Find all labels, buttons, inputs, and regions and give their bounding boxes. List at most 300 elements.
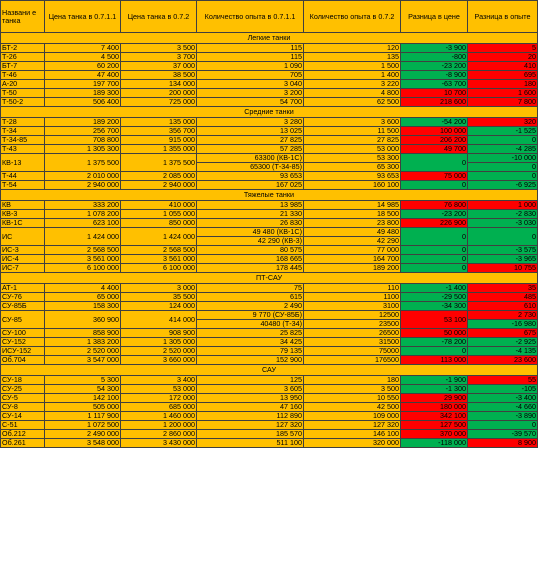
price-new-cell: 2 085 000 [121,172,197,181]
price-diff-cell: 342 100 [401,412,468,421]
exp-old-cell: 3 605 [197,385,304,394]
table-row [1,347,538,356]
price-old-cell: 1 078 200 [45,210,121,219]
exp-diff-cell: 0 [468,163,538,172]
exp-new-cell: 176500 [304,356,401,365]
header-cell: Разница в опыте [468,1,538,33]
exp-diff-cell: 5 [468,44,538,53]
exp-diff-cell: -16 980 [468,320,538,329]
tank-name-cell: СУ-85Б [1,302,45,311]
price-diff-cell: 113 000 [401,356,468,365]
section-title: Средние танки [1,107,538,118]
table-row [1,329,538,338]
exp-diff-cell: 20 [468,53,538,62]
price-diff-cell: -118 000 [401,439,468,448]
price-diff-cell: 0 [401,181,468,190]
table-row [1,71,538,80]
tank-name-cell: СУ-14 [1,412,45,421]
price-diff-cell: 206 200 [401,136,468,145]
table-row [1,44,538,53]
price-new-cell: 38 500 [121,71,197,80]
tank-name-cell: ИСУ-152 [1,347,45,356]
exp-diff-cell: 610 [468,302,538,311]
exp-old-cell: 511 100 [197,439,304,448]
tank-name-cell: КВ-1С [1,219,45,228]
tank-name-cell: СУ-18 [1,376,45,385]
exp-new-cell: 1100 [304,293,401,302]
section-header-row [1,273,538,284]
price-new-cell: 2 940 000 [121,181,197,190]
exp-new-cell: 109 000 [304,412,401,421]
price-old-cell: 506 400 [45,98,121,107]
table-row [1,293,538,302]
tank-name-cell: Т-26 [1,53,45,62]
price-old-cell: 7 400 [45,44,121,53]
exp-diff-cell: 8 900 [468,439,538,448]
price-old-cell: 3 547 000 [45,356,121,365]
tank-name-cell: СУ-76 [1,293,45,302]
section-title: Легкие танки [1,33,538,44]
price-old-cell: 142 100 [45,394,121,403]
price-diff-cell: 180 000 [401,403,468,412]
exp-diff-cell: -105 [468,385,538,394]
tank-name-cell: СУ-25 [1,385,45,394]
price-old-cell: 1 375 500 [45,154,121,172]
exp-old-cell: 49 480 (КВ-1С) [197,228,304,237]
section-header-row [1,190,538,201]
header-cell: Названи е танка [1,1,45,33]
price-diff-cell: -29 500 [401,293,468,302]
tank-name-cell: ИС-7 [1,264,45,273]
header-cell: Цена танка в 0.7.1.1 [45,1,121,33]
price-new-cell: 410 000 [121,201,197,210]
price-old-cell: 2 568 500 [45,246,121,255]
price-old-cell: 2 490 000 [45,430,121,439]
price-diff-cell: -34 300 [401,302,468,311]
table-row [1,430,538,439]
exp-diff-cell: -4 135 [468,347,538,356]
price-new-cell: 2 520 000 [121,347,197,356]
price-new-cell: 53 000 [121,385,197,394]
tank-name-cell: Т-44 [1,172,45,181]
exp-old-cell: 9 770 (СУ-85Б) [197,311,304,320]
section-header-row [1,107,538,118]
price-new-cell: 172 000 [121,394,197,403]
price-diff-cell: -63 700 [401,80,468,89]
table-row [1,338,538,347]
price-old-cell: 189 300 [45,89,121,98]
price-old-cell: 60 200 [45,62,121,71]
price-new-cell: 1 424 000 [121,228,197,246]
tank-name-cell: ИС [1,228,45,246]
exp-old-cell: 40480 (Т-34) [197,320,304,329]
price-diff-cell: 127 500 [401,421,468,430]
table-row [1,181,538,190]
price-diff-cell: -1 400 [401,284,468,293]
exp-diff-cell: -3 400 [468,394,538,403]
exp-old-cell: 93 653 [197,172,304,181]
exp-new-cell: 160 100 [304,181,401,190]
table-row [1,127,538,136]
header-cell: Количество опыта в 0.7.1.1 [197,1,304,33]
exp-old-cell: 75 [197,284,304,293]
table-row [1,302,538,311]
exp-diff-cell: 320 [468,118,538,127]
exp-old-cell: 54 700 [197,98,304,107]
section-header-row [1,365,538,376]
price-diff-cell: 53 100 [401,311,468,329]
exp-old-cell: 47 160 [197,403,304,412]
exp-old-cell: 1 090 [197,62,304,71]
section-title: Тяжелые танки [1,190,538,201]
exp-new-cell: 42 500 [304,403,401,412]
price-old-cell: 197 700 [45,80,121,89]
exp-new-cell: 10 550 [304,394,401,403]
tank-name-cell: БТ-7 [1,62,45,71]
price-new-cell: 1 355 000 [121,145,197,154]
exp-new-cell: 53 000 [304,145,401,154]
price-new-cell: 3 000 [121,284,197,293]
exp-diff-cell: -3 575 [468,246,538,255]
price-new-cell: 200 000 [121,89,197,98]
section-header-row [1,33,538,44]
price-old-cell: 858 900 [45,329,121,338]
table-row [1,394,538,403]
table-row [1,118,538,127]
price-new-cell: 124 000 [121,302,197,311]
price-new-cell: 6 100 000 [121,264,197,273]
exp-old-cell: 80 575 [197,246,304,255]
exp-diff-cell: 675 [468,329,538,338]
price-old-cell: 2 010 000 [45,172,121,181]
price-diff-cell: -800 [401,53,468,62]
exp-new-cell: 26500 [304,329,401,338]
price-diff-cell: 50 000 [401,329,468,338]
price-diff-cell: 0 [401,228,468,246]
exp-old-cell: 152 900 [197,356,304,365]
price-old-cell: 158 300 [45,302,121,311]
price-new-cell: 2 568 500 [121,246,197,255]
exp-diff-cell: 180 [468,80,538,89]
exp-diff-cell: 410 [468,62,538,71]
table-row [1,255,538,264]
price-old-cell: 189 200 [45,118,121,127]
exp-new-cell: 77 000 [304,246,401,255]
price-new-cell: 1 055 000 [121,210,197,219]
price-new-cell: 725 000 [121,98,197,107]
exp-old-cell: 112 890 [197,412,304,421]
exp-new-cell: 127 320 [304,421,401,430]
exp-new-cell: 12500 [304,311,401,320]
exp-old-cell: 13 985 [197,201,304,210]
price-old-cell: 3 561 000 [45,255,121,264]
price-old-cell: 1 072 500 [45,421,121,430]
exp-new-cell: 23 800 [304,219,401,228]
exp-diff-cell: -6 925 [468,181,538,190]
price-new-cell: 1 305 000 [121,338,197,347]
tank-name-cell: СУ-152 [1,338,45,347]
price-new-cell: 135 000 [121,118,197,127]
price-new-cell: 915 000 [121,136,197,145]
exp-new-cell: 3100 [304,302,401,311]
table-row [1,80,538,89]
price-diff-cell: 76 800 [401,201,468,210]
exp-new-cell: 14 985 [304,201,401,210]
exp-new-cell: 3 600 [304,118,401,127]
tank-name-cell: Об.704 [1,356,45,365]
exp-new-cell: 75000 [304,347,401,356]
tank-name-cell: А-20 [1,80,45,89]
table-row [1,403,538,412]
table-row [1,89,538,98]
price-new-cell: 2 860 000 [121,430,197,439]
price-diff-cell: 226 900 [401,219,468,228]
price-diff-cell: -8 900 [401,71,468,80]
exp-diff-cell: -2 830 [468,210,538,219]
exp-new-cell: 18 500 [304,210,401,219]
header-cell: Количество опыта в 0.7.2 [304,1,401,33]
exp-old-cell: 57 285 [197,145,304,154]
tank-name-cell: БТ-2 [1,44,45,53]
table-row [1,219,538,228]
price-old-cell: 65 000 [45,293,121,302]
exp-new-cell: 49 480 [304,228,401,237]
table-row [1,311,538,320]
exp-old-cell: 13 950 [197,394,304,403]
price-old-cell: 4 400 [45,284,121,293]
table-body [1,1,538,448]
exp-new-cell: 164 700 [304,255,401,264]
exp-diff-cell: 0 [468,136,538,145]
price-diff-cell: -78 200 [401,338,468,347]
price-new-cell: 356 700 [121,127,197,136]
tank-name-cell: Об.261 [1,439,45,448]
tank-name-cell: СУ-8 [1,403,45,412]
tank-name-cell: КВ-13 [1,154,45,172]
table-row [1,421,538,430]
exp-old-cell: 2 490 [197,302,304,311]
exp-new-cell: 189 200 [304,264,401,273]
exp-diff-cell: -4 660 [468,403,538,412]
table-row [1,439,538,448]
exp-new-cell: 135 [304,53,401,62]
price-new-cell: 1 375 500 [121,154,197,172]
header-cell: Разница в цене [401,1,468,33]
exp-diff-cell: 35 [468,284,538,293]
section-title: ПТ-САУ [1,273,538,284]
exp-new-cell: 27 825 [304,136,401,145]
price-new-cell: 3 400 [121,376,197,385]
table-row [1,264,538,273]
price-old-cell: 6 100 000 [45,264,121,273]
tank-name-cell: ИС-4 [1,255,45,264]
tank-name-cell: Т-34-85 [1,136,45,145]
price-new-cell: 3 500 [121,44,197,53]
table-row [1,356,538,365]
price-diff-cell: 0 [401,347,468,356]
price-old-cell: 4 500 [45,53,121,62]
price-diff-cell: 0 [401,154,468,172]
exp-old-cell: 42 290 (КВ-3) [197,237,304,246]
exp-new-cell: 1 400 [304,71,401,80]
tank-name-cell: Т-34 [1,127,45,136]
table-row [1,62,538,71]
exp-new-cell: 1 500 [304,62,401,71]
exp-diff-cell: -10 000 [468,154,538,163]
exp-diff-cell: 485 [468,293,538,302]
price-diff-cell: 75 000 [401,172,468,181]
exp-old-cell: 115 [197,44,304,53]
table-row [1,210,538,219]
exp-new-cell: 53 300 [304,154,401,163]
tank-name-cell: КВ-3 [1,210,45,219]
price-old-cell: 3 548 000 [45,439,121,448]
exp-diff-cell: -3 890 [468,412,538,421]
exp-old-cell: 127 320 [197,421,304,430]
price-diff-cell: -3 900 [401,44,468,53]
tank-name-cell: Т-43 [1,145,45,154]
exp-new-cell: 320 000 [304,439,401,448]
price-new-cell: 3 660 000 [121,356,197,365]
price-old-cell: 2 940 000 [45,181,121,190]
tank-name-cell: СУ-100 [1,329,45,338]
exp-old-cell: 185 570 [197,430,304,439]
tank-name-cell: Т-28 [1,118,45,127]
price-old-cell: 505 000 [45,403,121,412]
exp-old-cell: 3 040 [197,80,304,89]
table-row [1,145,538,154]
exp-new-cell: 23500 [304,320,401,329]
price-new-cell: 850 000 [121,219,197,228]
exp-new-cell: 120 [304,44,401,53]
exp-diff-cell: 695 [468,71,538,80]
price-old-cell: 1 305 300 [45,145,121,154]
price-diff-cell: 0 [401,255,468,264]
exp-diff-cell: 0 [468,228,538,246]
tank-name-cell: Т-46 [1,71,45,80]
exp-new-cell: 3 500 [304,385,401,394]
exp-old-cell: 34 425 [197,338,304,347]
price-old-cell: 54 300 [45,385,121,394]
exp-new-cell: 146 100 [304,430,401,439]
exp-new-cell: 62 500 [304,98,401,107]
price-diff-cell: 49 700 [401,145,468,154]
exp-old-cell: 3 280 [197,118,304,127]
tank-name-cell: ИС-3 [1,246,45,255]
price-new-cell: 35 500 [121,293,197,302]
tank-name-cell: Т-50-2 [1,98,45,107]
price-diff-cell: 0 [401,246,468,255]
price-new-cell: 1 460 000 [121,412,197,421]
exp-diff-cell: 1 600 [468,89,538,98]
exp-new-cell: 110 [304,284,401,293]
price-old-cell: 360 900 [45,311,121,329]
exp-diff-cell: -3 030 [468,219,538,228]
exp-new-cell: 11 500 [304,127,401,136]
exp-diff-cell: 23 600 [468,356,538,365]
exp-old-cell: 3 200 [197,89,304,98]
exp-diff-cell: 0 [468,421,538,430]
price-old-cell: 623 100 [45,219,121,228]
tank-name-cell: КВ [1,201,45,210]
table-row [1,412,538,421]
exp-old-cell: 705 [197,71,304,80]
exp-old-cell: 178 445 [197,264,304,273]
table-row [1,201,538,210]
exp-old-cell: 27 825 [197,136,304,145]
exp-old-cell: 13 025 [197,127,304,136]
table-row [1,376,538,385]
price-new-cell: 685 000 [121,403,197,412]
price-diff-cell: 370 000 [401,430,468,439]
price-old-cell: 1 117 900 [45,412,121,421]
price-diff-cell: 10 700 [401,89,468,98]
price-new-cell: 1 200 000 [121,421,197,430]
table-row [1,53,538,62]
price-new-cell: 908 900 [121,329,197,338]
table-row [1,136,538,145]
price-old-cell: 708 800 [45,136,121,145]
exp-old-cell: 79 135 [197,347,304,356]
exp-diff-cell: -39 570 [468,430,538,439]
exp-old-cell: 63300 (КВ-1С) [197,154,304,163]
price-diff-cell: -1 300 [401,385,468,394]
header-row [1,1,538,33]
exp-new-cell: 93 653 [304,172,401,181]
exp-diff-cell: -3 965 [468,255,538,264]
price-old-cell: 333 200 [45,201,121,210]
exp-new-cell: 42 290 [304,237,401,246]
table-row [1,228,538,237]
table-row [1,246,538,255]
section-title: САУ [1,365,538,376]
tank-name-cell: Об.212 [1,430,45,439]
price-old-cell: 47 400 [45,71,121,80]
exp-old-cell: 21 330 [197,210,304,219]
price-diff-cell: 0 [401,264,468,273]
exp-diff-cell: 7 800 [468,98,538,107]
exp-diff-cell: 1 000 [468,201,538,210]
tank-name-cell: Т-54 [1,181,45,190]
exp-new-cell: 180 [304,376,401,385]
price-old-cell: 2 520 000 [45,347,121,356]
exp-new-cell: 3 220 [304,80,401,89]
exp-diff-cell: 10 755 [468,264,538,273]
exp-new-cell: 65 300 [304,163,401,172]
table-row [1,172,538,181]
exp-old-cell: 115 [197,53,304,62]
price-diff-cell: 100 000 [401,127,468,136]
exp-diff-cell: 0 [468,172,538,181]
table-row [1,385,538,394]
table-row [1,154,538,163]
price-new-cell: 37 000 [121,62,197,71]
exp-old-cell: 125 [197,376,304,385]
price-diff-cell: -1 900 [401,376,468,385]
tank-name-cell: С-51 [1,421,45,430]
price-diff-cell: -54 200 [401,118,468,127]
table-row [1,284,538,293]
exp-old-cell: 167 025 [197,181,304,190]
price-new-cell: 3 561 000 [121,255,197,264]
price-old-cell: 5 300 [45,376,121,385]
tank-name-cell: СУ-5 [1,394,45,403]
exp-new-cell: 4 800 [304,89,401,98]
exp-old-cell: 65300 (Т-34-85) [197,163,304,172]
price-new-cell: 414 000 [121,311,197,329]
exp-diff-cell: -1 525 [468,127,538,136]
tank-name-cell: Т-50 [1,89,45,98]
